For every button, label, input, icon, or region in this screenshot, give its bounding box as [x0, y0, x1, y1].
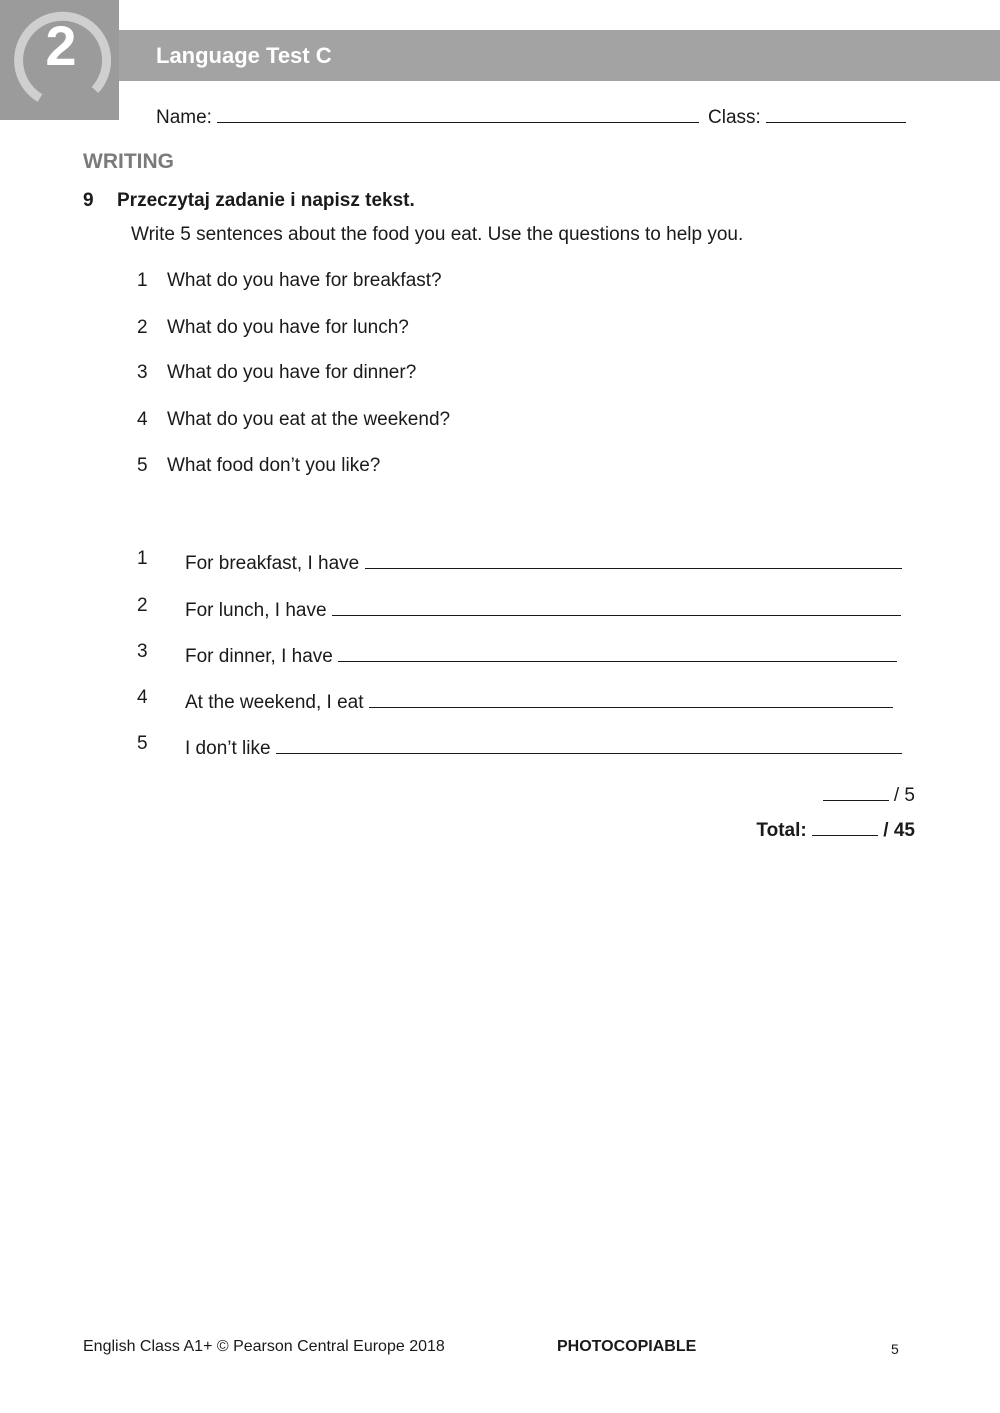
- answer-prompt: For lunch, I have: [185, 600, 327, 621]
- answer-input-line[interactable]: [365, 548, 902, 569]
- name-label: Name:: [156, 107, 212, 128]
- question-number: 2: [137, 317, 148, 338]
- total-max: / 45: [883, 820, 915, 841]
- answer-row: [185, 548, 902, 575]
- total-score: [756, 815, 915, 842]
- unit-badge: [0, 0, 119, 120]
- footer-copyright: English Class A1+ © Pearson Central Europe 2018: [83, 1338, 445, 1355]
- question-number: 5: [137, 455, 148, 476]
- answer-row: [185, 595, 901, 622]
- total-label: Total:: [756, 820, 807, 841]
- answer-prompt: I don’t like: [185, 738, 271, 759]
- section-score-input-line[interactable]: [823, 780, 889, 801]
- answer-input-line[interactable]: [332, 595, 901, 616]
- task-text: Write 5 sentences about the food you eat. Use the questions to help you.: [131, 224, 744, 245]
- section-score: [823, 780, 915, 807]
- question-text: What do you have for breakfast?: [167, 270, 442, 291]
- answer-number: 4: [137, 687, 148, 708]
- answer-row: [185, 733, 902, 760]
- answer-row: [185, 641, 897, 668]
- answer-prompt: For dinner, I have: [185, 646, 333, 667]
- question-number: 1: [137, 270, 148, 291]
- question-number: 4: [137, 409, 148, 430]
- class-input-line[interactable]: [766, 102, 906, 123]
- class-label: Class:: [708, 107, 761, 128]
- answer-number: 1: [137, 548, 148, 569]
- answer-prompt: For breakfast, I have: [185, 553, 360, 574]
- exercise-instruction: Przeczytaj zadanie i napisz tekst.: [117, 190, 415, 211]
- question-text: What food don’t you like?: [167, 455, 381, 476]
- answer-input-line[interactable]: [338, 641, 897, 662]
- section-heading: WRITING: [83, 150, 174, 173]
- name-field: [156, 102, 699, 129]
- answer-number: 2: [137, 595, 148, 616]
- answer-input-line[interactable]: [369, 687, 893, 708]
- question-text: What do you have for lunch?: [167, 317, 409, 338]
- page-number: 5: [891, 1341, 899, 1357]
- page-title: Language Test C: [156, 43, 332, 68]
- section-score-max: / 5: [893, 785, 915, 806]
- answer-input-line[interactable]: [276, 733, 902, 754]
- answer-number: 3: [137, 641, 148, 662]
- answer-number: 5: [137, 733, 148, 754]
- footer-photocopiable: PHOTOCOPIABLE: [557, 1338, 697, 1355]
- question-text: What do you eat at the weekend?: [167, 409, 451, 430]
- answer-row: [185, 687, 893, 714]
- title-bar: [119, 30, 1000, 81]
- exercise-number: 9: [83, 190, 94, 211]
- question-text: What do you have for dinner?: [167, 362, 417, 383]
- question-number: 3: [137, 362, 148, 383]
- unit-number: 2: [45, 14, 77, 77]
- answer-prompt: At the weekend, I eat: [185, 692, 364, 713]
- total-score-input-line[interactable]: [812, 815, 878, 836]
- name-input-line[interactable]: [217, 102, 699, 123]
- class-field: [708, 102, 906, 129]
